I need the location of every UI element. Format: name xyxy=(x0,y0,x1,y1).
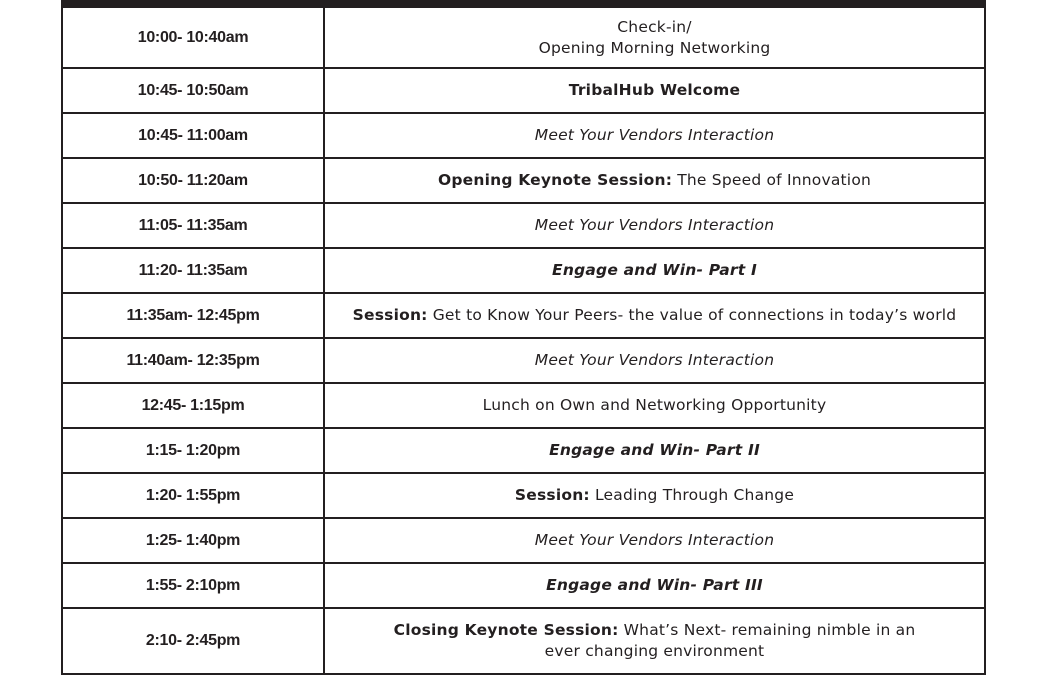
table-row xyxy=(63,8,984,69)
time-cell: 2:10- 2:45pm xyxy=(63,609,325,673)
table-row xyxy=(63,249,984,294)
session-label: Session: xyxy=(352,306,428,324)
event-cell: Meet Your Vendors Interaction xyxy=(534,216,775,234)
time-cell: 11:20- 11:35am xyxy=(63,249,325,292)
event-cell: Engage and Win- Part II xyxy=(549,441,760,459)
event-line: Opening Morning Networking xyxy=(538,38,771,57)
event-cell: Meet Your Vendors Interaction xyxy=(534,126,775,144)
table-row xyxy=(63,429,984,474)
table-row xyxy=(63,564,984,609)
table-row xyxy=(63,519,984,564)
time-cell: 1:55- 2:10pm xyxy=(63,564,325,607)
event-line: ever changing environment xyxy=(544,642,765,660)
session-title: Leading Through Change xyxy=(589,486,795,504)
session-title: Get to Know Your Peers- the value of connections in today’s world xyxy=(427,306,957,324)
event-cell xyxy=(325,8,984,67)
table-row xyxy=(63,609,984,675)
time-cell: 1:15- 1:20pm xyxy=(63,429,325,472)
table-row xyxy=(63,159,984,204)
time-cell: 11:05- 11:35am xyxy=(63,204,325,247)
event-cell: Lunch on Own and Networking Opportunity xyxy=(482,396,827,414)
event-cell: Meet Your Vendors Interaction xyxy=(534,531,775,549)
session-label: Opening Keynote Session: xyxy=(437,171,673,189)
time-cell: 11:35am- 12:45pm xyxy=(63,294,325,337)
event-cell xyxy=(325,474,984,517)
table-row xyxy=(63,114,984,159)
event-cell xyxy=(325,159,984,202)
session-label: Closing Keynote Session: xyxy=(393,621,619,639)
time-cell: 1:25- 1:40pm xyxy=(63,519,325,562)
table-row xyxy=(63,69,984,114)
event-cell: Engage and Win- Part III xyxy=(546,576,763,594)
time-cell: 10:00- 10:40am xyxy=(63,8,325,67)
event-cell xyxy=(325,294,984,337)
table-row xyxy=(63,474,984,519)
time-cell: 11:40am- 12:35pm xyxy=(63,339,325,382)
time-cell: 1:20- 1:55pm xyxy=(63,474,325,517)
event-cell: TribalHub Welcome xyxy=(568,81,741,99)
time-cell: 12:45- 1:15pm xyxy=(63,384,325,427)
table-row xyxy=(63,294,984,339)
time-cell: 10:50- 11:20am xyxy=(63,159,325,202)
event-line: Check-in/ xyxy=(617,17,692,36)
schedule-table xyxy=(61,0,986,675)
table-row xyxy=(63,339,984,384)
event-cell: Engage and Win- Part I xyxy=(552,261,757,279)
event-cell xyxy=(325,609,984,673)
time-cell: 10:45- 10:50am xyxy=(63,69,325,112)
table-row xyxy=(63,204,984,249)
time-cell: 10:45- 11:00am xyxy=(63,114,325,157)
session-title: What’s Next- remaining nimble in an xyxy=(618,621,916,639)
session-title: The Speed of Innovation xyxy=(672,171,872,189)
table-row xyxy=(63,384,984,429)
session-label: Session: xyxy=(514,486,590,504)
event-cell: Meet Your Vendors Interaction xyxy=(534,351,775,369)
